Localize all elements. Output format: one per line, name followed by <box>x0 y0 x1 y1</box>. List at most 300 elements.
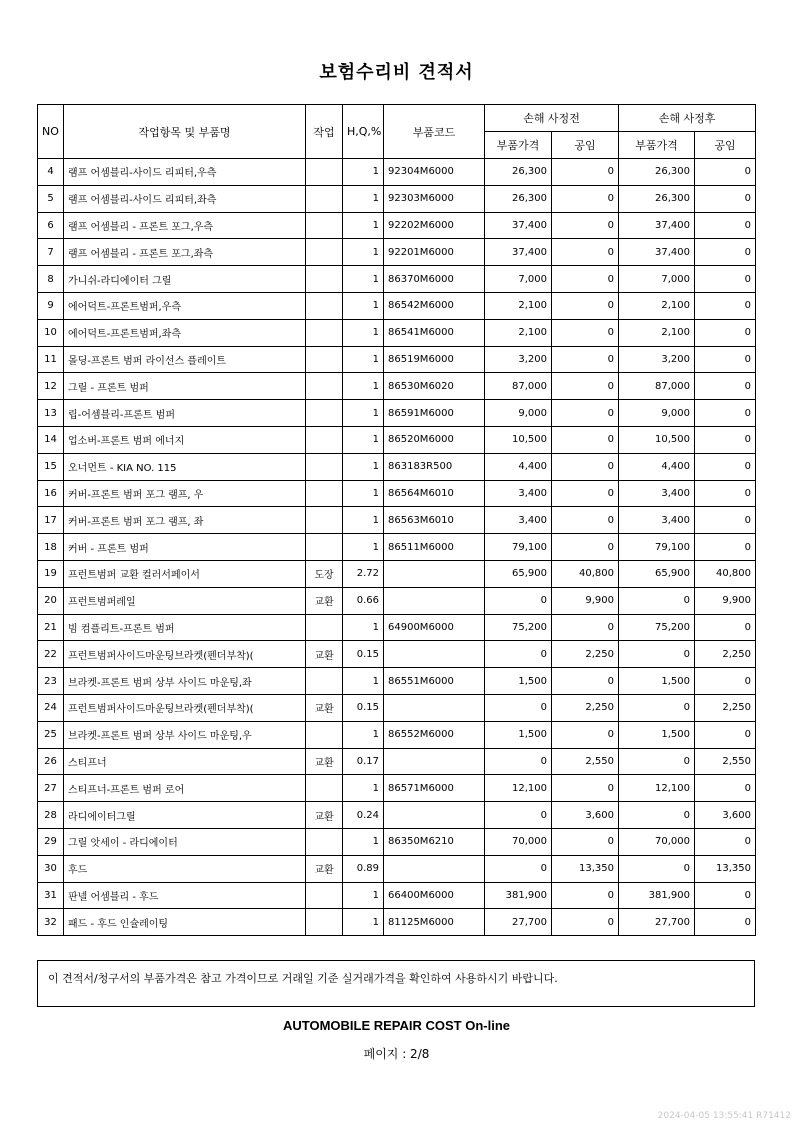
cell-item: 업소버-프론트 범퍼 에너지 <box>64 426 306 453</box>
cell-after-labor: 0 <box>695 212 756 239</box>
cell-after-labor: 0 <box>695 400 756 427</box>
table-row <box>38 400 756 427</box>
cell-after-price: 0 <box>619 694 695 721</box>
table-row <box>38 560 756 587</box>
cell-before-price: 0 <box>485 694 552 721</box>
cell-before-price: 79,100 <box>485 534 552 561</box>
table-row <box>38 828 756 855</box>
cell-work <box>306 159 343 186</box>
cell-before-price: 7,000 <box>485 266 552 293</box>
cell-code: 92201M6000 <box>384 239 485 266</box>
table-row <box>38 239 756 266</box>
cell-work <box>306 828 343 855</box>
cell-no: 17 <box>38 507 64 534</box>
cell-no: 27 <box>38 775 64 802</box>
table-row <box>38 159 756 186</box>
table-body <box>38 159 756 936</box>
cell-before-labor: 0 <box>552 346 619 373</box>
cell-item: 판넬 어셈블리 - 후드 <box>64 882 306 909</box>
cell-item: 램프 어셈블리 - 프론트 포그,우측 <box>64 212 306 239</box>
cell-after-labor: 0 <box>695 775 756 802</box>
cell-work: 교환 <box>306 802 343 829</box>
header-before-part-price: 부품가격 <box>485 132 552 159</box>
cell-code: 86542M6000 <box>384 292 485 319</box>
cell-after-labor: 0 <box>695 721 756 748</box>
cell-before-labor: 0 <box>552 239 619 266</box>
cell-work <box>306 721 343 748</box>
cell-after-labor: 0 <box>695 373 756 400</box>
cell-before-price: 0 <box>485 855 552 882</box>
notice-text: 이 견적서/청구서의 부품가격은 참고 가격이므로 거래일 기준 실거래가격을 확인하여 사용하시기 바랍니다. <box>48 972 558 985</box>
cell-before-price: 3,400 <box>485 480 552 507</box>
cell-after-price: 0 <box>619 802 695 829</box>
table-row <box>38 426 756 453</box>
table-row <box>38 185 756 212</box>
cell-no: 12 <box>38 373 64 400</box>
cell-before-price: 12,100 <box>485 775 552 802</box>
cell-work: 교환 <box>306 855 343 882</box>
cell-after-price: 1,500 <box>619 721 695 748</box>
cell-item: 램프 어셈블리-사이드 리피터,좌측 <box>64 185 306 212</box>
cell-after-labor: 0 <box>695 668 756 695</box>
cell-before-labor: 0 <box>552 534 619 561</box>
cell-before-labor: 0 <box>552 212 619 239</box>
cell-before-price: 2,100 <box>485 292 552 319</box>
cell-item: 램프 어셈블리 - 프론트 포그,좌측 <box>64 239 306 266</box>
cell-before-labor: 0 <box>552 480 619 507</box>
cell-before-labor: 0 <box>552 400 619 427</box>
cell-hq: 1 <box>343 909 384 936</box>
cell-work <box>306 668 343 695</box>
table-row <box>38 614 756 641</box>
cell-code <box>384 802 485 829</box>
cell-code: 86591M6000 <box>384 400 485 427</box>
cell-before-labor: 40,800 <box>552 560 619 587</box>
cell-work: 교환 <box>306 694 343 721</box>
cell-before-price: 3,400 <box>485 507 552 534</box>
cell-work <box>306 319 343 346</box>
cell-hq: 1 <box>343 239 384 266</box>
cell-after-price: 10,500 <box>619 426 695 453</box>
table-row <box>38 346 756 373</box>
table-row <box>38 855 756 882</box>
header-item: 작업항목 및 부품명 <box>64 105 306 159</box>
cell-after-price: 70,000 <box>619 828 695 855</box>
cell-no: 14 <box>38 426 64 453</box>
cell-no: 11 <box>38 346 64 373</box>
cell-after-labor: 0 <box>695 319 756 346</box>
cell-after-price: 9,000 <box>619 400 695 427</box>
table-row <box>38 668 756 695</box>
cell-hq: 1 <box>343 882 384 909</box>
cell-work <box>306 453 343 480</box>
cell-no: 21 <box>38 614 64 641</box>
cell-after-labor: 9,900 <box>695 587 756 614</box>
cell-after-price: 1,500 <box>619 668 695 695</box>
table-row <box>38 748 756 775</box>
cell-before-price: 9,000 <box>485 400 552 427</box>
cell-before-labor: 0 <box>552 909 619 936</box>
cell-item: 브라켓-프론트 범퍼 상부 사이드 마운팅,좌 <box>64 668 306 695</box>
cell-work <box>306 534 343 561</box>
cell-no: 28 <box>38 802 64 829</box>
cell-before-price: 70,000 <box>485 828 552 855</box>
table-row <box>38 319 756 346</box>
cell-before-labor: 9,900 <box>552 587 619 614</box>
cell-no: 31 <box>38 882 64 909</box>
header-hq: H,Q,% <box>343 105 384 159</box>
cell-before-labor: 2,250 <box>552 694 619 721</box>
table-row <box>38 292 756 319</box>
cell-before-price: 0 <box>485 587 552 614</box>
cell-hq: 1 <box>343 159 384 186</box>
cell-hq: 1 <box>343 373 384 400</box>
cell-no: 15 <box>38 453 64 480</box>
cell-item: 그릴 앗세이 - 라디에이터 <box>64 828 306 855</box>
cell-work <box>306 426 343 453</box>
cell-after-price: 2,100 <box>619 292 695 319</box>
document-title: 보험수리비 견적서 <box>319 62 474 83</box>
cell-before-price: 27,700 <box>485 909 552 936</box>
cell-after-labor: 0 <box>695 159 756 186</box>
cell-before-price: 0 <box>485 641 552 668</box>
cell-work <box>306 882 343 909</box>
cell-no: 23 <box>38 668 64 695</box>
cell-item: 커버 - 프론트 범퍼 <box>64 534 306 561</box>
cell-item: 브라켓-프론트 범퍼 상부 사이드 마운팅,우 <box>64 721 306 748</box>
page-number: 페이지 : 2/8 <box>363 1047 430 1061</box>
cell-before-labor: 13,350 <box>552 855 619 882</box>
cell-hq: 1 <box>343 828 384 855</box>
cell-no: 7 <box>38 239 64 266</box>
table-row <box>38 480 756 507</box>
cell-after-price: 3,400 <box>619 480 695 507</box>
cell-before-labor: 2,250 <box>552 641 619 668</box>
cell-work <box>306 909 343 936</box>
cell-code: 86511M6000 <box>384 534 485 561</box>
cell-after-labor: 0 <box>695 185 756 212</box>
cell-after-price: 0 <box>619 587 695 614</box>
header-after-part-price: 부품가격 <box>619 132 695 159</box>
cell-no: 18 <box>38 534 64 561</box>
cell-after-labor: 0 <box>695 882 756 909</box>
cell-work <box>306 480 343 507</box>
cell-item: 에어덕트-프론트범퍼,우측 <box>64 292 306 319</box>
cell-code: 92202M6000 <box>384 212 485 239</box>
cell-before-labor: 0 <box>552 882 619 909</box>
cell-code <box>384 560 485 587</box>
cell-no: 6 <box>38 212 64 239</box>
cell-hq: 1 <box>343 292 384 319</box>
cell-no: 4 <box>38 159 64 186</box>
cell-after-price: 7,000 <box>619 266 695 293</box>
table-row <box>38 641 756 668</box>
cell-work <box>306 212 343 239</box>
cell-item: 라디에이터그릴 <box>64 802 306 829</box>
cell-after-price: 27,700 <box>619 909 695 936</box>
cell-item: 오너먼트 - KIA NO. 115 <box>64 453 306 480</box>
cell-before-labor: 0 <box>552 775 619 802</box>
table-row <box>38 453 756 480</box>
cell-after-labor: 0 <box>695 909 756 936</box>
notice-box <box>37 960 755 1007</box>
cell-after-price: 0 <box>619 641 695 668</box>
cell-item: 에어덕트-프론트범퍼,좌측 <box>64 319 306 346</box>
cell-no: 32 <box>38 909 64 936</box>
cell-before-labor: 0 <box>552 266 619 293</box>
cell-hq: 0.89 <box>343 855 384 882</box>
cell-hq: 0.15 <box>343 694 384 721</box>
table-row <box>38 909 756 936</box>
table-row <box>38 266 756 293</box>
cell-item: 커버-프론트 범퍼 포그 램프, 좌 <box>64 507 306 534</box>
cell-before-labor: 0 <box>552 507 619 534</box>
cell-code <box>384 641 485 668</box>
cell-hq: 1 <box>343 212 384 239</box>
cell-no: 29 <box>38 828 64 855</box>
table-header <box>38 105 756 159</box>
cell-code <box>384 748 485 775</box>
cell-before-price: 0 <box>485 802 552 829</box>
cell-no: 25 <box>38 721 64 748</box>
cell-item: 프런트범퍼레일 <box>64 587 306 614</box>
table-row <box>38 373 756 400</box>
cell-code: 863183R500 <box>384 453 485 480</box>
cell-item: 립-어셈블리-프론트 범퍼 <box>64 400 306 427</box>
table-row <box>38 587 756 614</box>
cell-before-price: 4,400 <box>485 453 552 480</box>
cell-work: 교환 <box>306 641 343 668</box>
cell-after-labor: 0 <box>695 346 756 373</box>
cell-item: 몰딩-프론트 범퍼 라이선스 플레이트 <box>64 346 306 373</box>
cell-code: 86564M6010 <box>384 480 485 507</box>
table-row <box>38 802 756 829</box>
cell-item: 스티프너-프론트 범퍼 로어 <box>64 775 306 802</box>
header-before-labor: 공임 <box>552 132 619 159</box>
cell-no: 30 <box>38 855 64 882</box>
cell-before-labor: 0 <box>552 668 619 695</box>
cell-after-price: 79,100 <box>619 534 695 561</box>
cell-hq: 1 <box>343 266 384 293</box>
cell-hq: 1 <box>343 721 384 748</box>
cell-code: 86530M6020 <box>384 373 485 400</box>
cell-after-price: 0 <box>619 748 695 775</box>
cell-code: 92303M6000 <box>384 185 485 212</box>
cell-before-price: 26,300 <box>485 185 552 212</box>
table-row <box>38 721 756 748</box>
cell-after-labor: 0 <box>695 292 756 319</box>
cell-before-labor: 0 <box>552 159 619 186</box>
cell-hq: 1 <box>343 346 384 373</box>
table-row <box>38 775 756 802</box>
cell-code: 66400M6000 <box>384 882 485 909</box>
cell-work: 도장 <box>306 560 343 587</box>
cell-before-price: 0 <box>485 748 552 775</box>
cell-code: 81125M6000 <box>384 909 485 936</box>
cell-before-labor: 0 <box>552 426 619 453</box>
cell-after-price: 0 <box>619 855 695 882</box>
cell-code: 92304M6000 <box>384 159 485 186</box>
cell-before-labor: 0 <box>552 721 619 748</box>
cell-after-labor: 40,800 <box>695 560 756 587</box>
cell-hq: 1 <box>343 480 384 507</box>
cell-after-labor: 0 <box>695 239 756 266</box>
cell-work: 교환 <box>306 587 343 614</box>
header-before: 손해 사정전 <box>485 105 619 132</box>
cell-after-price: 65,900 <box>619 560 695 587</box>
cell-after-labor: 2,550 <box>695 748 756 775</box>
cell-work <box>306 346 343 373</box>
cell-hq: 0.15 <box>343 641 384 668</box>
cell-work <box>306 266 343 293</box>
cell-after-price: 26,300 <box>619 185 695 212</box>
cell-before-labor: 0 <box>552 292 619 319</box>
cell-before-labor: 0 <box>552 828 619 855</box>
cell-after-price: 3,400 <box>619 507 695 534</box>
cell-no: 16 <box>38 480 64 507</box>
cell-work <box>306 775 343 802</box>
cell-no: 22 <box>38 641 64 668</box>
cell-before-labor: 0 <box>552 319 619 346</box>
cell-after-labor: 13,350 <box>695 855 756 882</box>
cell-after-price: 26,300 <box>619 159 695 186</box>
header-after: 손해 사정후 <box>619 105 756 132</box>
cell-after-price: 87,000 <box>619 373 695 400</box>
cell-after-labor: 2,250 <box>695 641 756 668</box>
cell-item: 빔 컴플리트-프론트 범퍼 <box>64 614 306 641</box>
table-row <box>38 882 756 909</box>
cell-hq: 1 <box>343 426 384 453</box>
cell-hq: 0.66 <box>343 587 384 614</box>
cell-after-price: 3,200 <box>619 346 695 373</box>
cell-after-labor: 0 <box>695 480 756 507</box>
cell-after-labor: 0 <box>695 266 756 293</box>
header-work: 작업 <box>306 105 343 159</box>
cell-work <box>306 507 343 534</box>
cell-item: 프런트범퍼사이드마운팅브라켓(펜더부착)( <box>64 694 306 721</box>
cell-after-labor: 0 <box>695 507 756 534</box>
cell-after-price: 37,400 <box>619 239 695 266</box>
cell-before-price: 3,200 <box>485 346 552 373</box>
header-no: NO <box>38 105 64 159</box>
cell-after-labor: 2,250 <box>695 694 756 721</box>
cell-item: 프런트범퍼 교환 컬러서페이서 <box>64 560 306 587</box>
header-code: 부품코드 <box>384 105 485 159</box>
cell-before-labor: 0 <box>552 614 619 641</box>
cell-work <box>306 614 343 641</box>
cell-hq: 1 <box>343 534 384 561</box>
table-row <box>38 694 756 721</box>
cell-item: 패드 - 후드 인슐레이팅 <box>64 909 306 936</box>
cell-hq: 2.72 <box>343 560 384 587</box>
cell-before-price: 75,200 <box>485 614 552 641</box>
cell-work <box>306 185 343 212</box>
cell-code: 86370M6000 <box>384 266 485 293</box>
cell-code: 86563M6010 <box>384 507 485 534</box>
cell-item: 스티프너 <box>64 748 306 775</box>
cell-code <box>384 587 485 614</box>
cell-work: 교환 <box>306 748 343 775</box>
cell-work <box>306 292 343 319</box>
cell-before-labor: 0 <box>552 453 619 480</box>
cell-work <box>306 373 343 400</box>
cell-hq: 1 <box>343 319 384 346</box>
cell-hq: 1 <box>343 400 384 427</box>
cell-after-labor: 0 <box>695 426 756 453</box>
cell-code: 86541M6000 <box>384 319 485 346</box>
cell-after-labor: 0 <box>695 534 756 561</box>
cell-hq: 1 <box>343 614 384 641</box>
cell-before-labor: 0 <box>552 373 619 400</box>
cell-before-price: 1,500 <box>485 668 552 695</box>
cell-after-price: 381,900 <box>619 882 695 909</box>
cell-before-price: 37,400 <box>485 212 552 239</box>
cell-item: 프런트범퍼사이드마운팅브라켓(펜더부착)( <box>64 641 306 668</box>
cell-no: 26 <box>38 748 64 775</box>
cell-after-labor: 3,600 <box>695 802 756 829</box>
cell-after-labor: 0 <box>695 828 756 855</box>
table-row <box>38 212 756 239</box>
cell-after-price: 2,100 <box>619 319 695 346</box>
cell-hq: 0.17 <box>343 748 384 775</box>
cell-before-price: 10,500 <box>485 426 552 453</box>
cell-code: 64900M6000 <box>384 614 485 641</box>
cell-after-labor: 0 <box>695 614 756 641</box>
cell-item: 커버-프론트 범퍼 포그 램프, 우 <box>64 480 306 507</box>
cell-before-price: 381,900 <box>485 882 552 909</box>
cell-code: 86571M6000 <box>384 775 485 802</box>
cell-hq: 0.24 <box>343 802 384 829</box>
cell-no: 24 <box>38 694 64 721</box>
cell-code <box>384 694 485 721</box>
cell-no: 5 <box>38 185 64 212</box>
cell-before-labor: 0 <box>552 185 619 212</box>
cell-before-price: 87,000 <box>485 373 552 400</box>
table-row <box>38 534 756 561</box>
cell-hq: 1 <box>343 507 384 534</box>
cell-hq: 1 <box>343 453 384 480</box>
cell-after-price: 4,400 <box>619 453 695 480</box>
cell-before-price: 37,400 <box>485 239 552 266</box>
cell-code: 86519M6000 <box>384 346 485 373</box>
cell-after-price: 75,200 <box>619 614 695 641</box>
cell-before-price: 2,100 <box>485 319 552 346</box>
cell-item: 램프 어셈블리-사이드 리피터,우측 <box>64 159 306 186</box>
header-after-labor: 공임 <box>695 132 756 159</box>
cell-no: 19 <box>38 560 64 587</box>
cell-hq: 1 <box>343 775 384 802</box>
table-row <box>38 507 756 534</box>
cell-work <box>306 239 343 266</box>
cell-after-price: 37,400 <box>619 212 695 239</box>
cell-code: 86520M6000 <box>384 426 485 453</box>
cell-no: 9 <box>38 292 64 319</box>
cell-code: 86350M6210 <box>384 828 485 855</box>
cell-before-price: 1,500 <box>485 721 552 748</box>
cell-hq: 1 <box>343 668 384 695</box>
cell-before-labor: 3,600 <box>552 802 619 829</box>
cell-code: 86552M6000 <box>384 721 485 748</box>
cell-before-price: 26,300 <box>485 159 552 186</box>
cell-no: 13 <box>38 400 64 427</box>
cell-code: 86551M6000 <box>384 668 485 695</box>
cell-code <box>384 855 485 882</box>
cell-item: 그릴 - 프론트 범퍼 <box>64 373 306 400</box>
cell-after-labor: 0 <box>695 453 756 480</box>
cell-no: 20 <box>38 587 64 614</box>
cell-no: 10 <box>38 319 64 346</box>
cell-no: 8 <box>38 266 64 293</box>
